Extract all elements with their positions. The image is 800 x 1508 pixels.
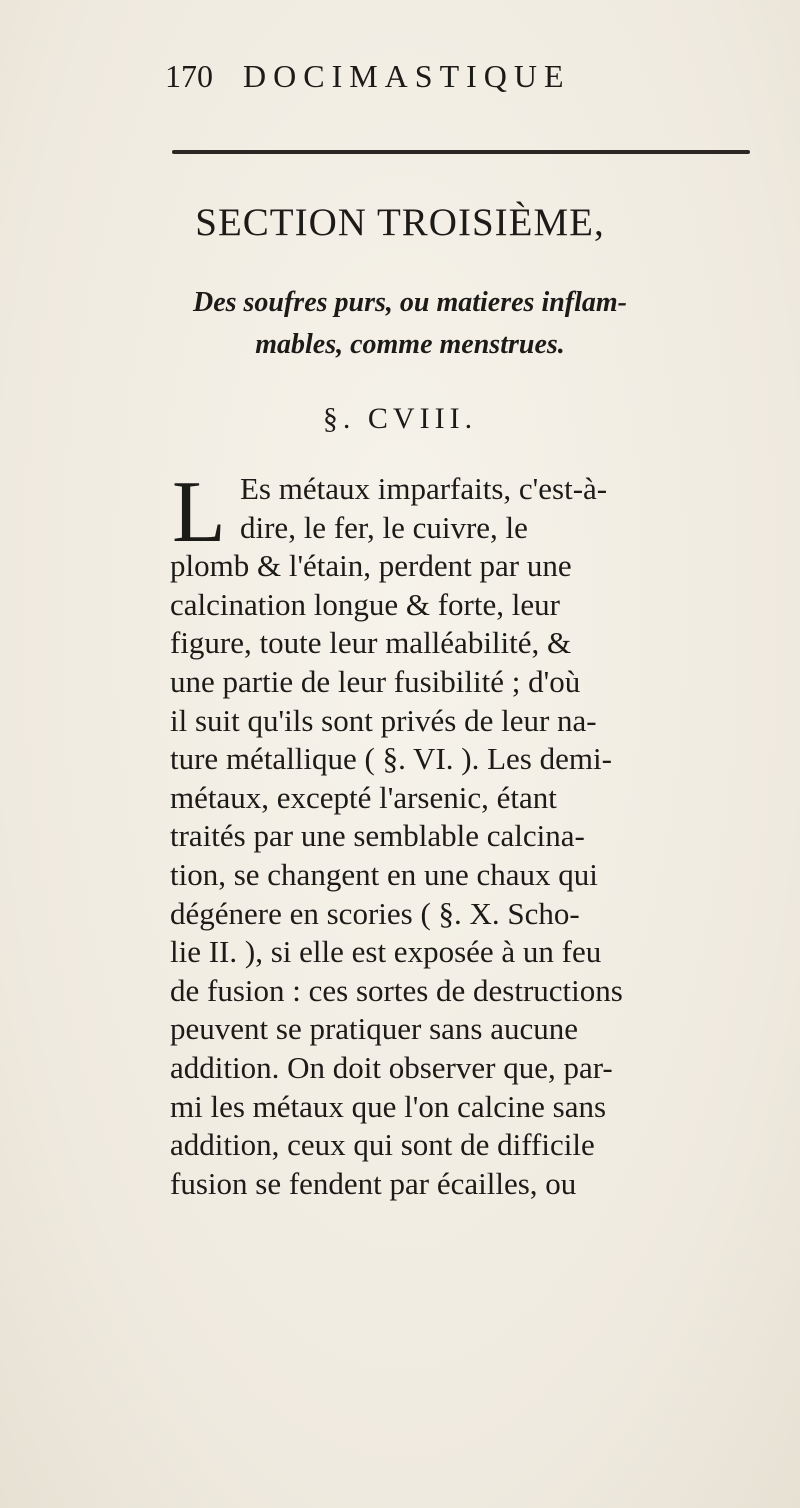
text-line: il suit qu'ils sont privés de leur na-: [170, 702, 597, 738]
text-line: mi les métaux que l'on calcine sans: [170, 1088, 607, 1124]
text-line: traités par une semblable calcina-: [170, 818, 585, 854]
paragraph-number: §. CVIII.: [322, 402, 478, 435]
text-line: addition. On doit observer que, par-: [170, 1049, 613, 1085]
section-subtitle: [150, 282, 670, 366]
page-number: 170: [165, 58, 213, 94]
subtitle-line: Des soufres purs, ou matieres inflam-: [192, 287, 628, 318]
text-line: métaux, excepté l'arsenic, étant: [170, 779, 557, 815]
section-title: SECTION TROISIÈME,: [195, 201, 605, 244]
text-line: dire, le fer, le cuivre, le: [240, 509, 528, 545]
text-line: addition, ceux qui sont de difficile: [170, 1127, 595, 1163]
text-line: calcination longue & forte, leur: [170, 586, 560, 622]
text-line: figure, toute leur malléabilité, &: [170, 625, 572, 661]
text-line: de fusion : ces sortes de destructions: [170, 972, 623, 1008]
text-line: Es métaux imparfaits, c'est-à-: [240, 471, 608, 506]
text-line: tion, se changent en une chaux qui: [170, 856, 598, 892]
drop-cap: L: [172, 464, 226, 561]
body-text: [170, 464, 790, 1203]
header-rule: [172, 150, 750, 154]
text-line: peuvent se pratiquer sans aucune: [170, 1011, 579, 1047]
text-line: dégénere en scories ( §. X. Scho-: [170, 895, 580, 931]
text-line: lie II. ), si elle est exposée à un feu: [170, 934, 602, 970]
page-header: [165, 58, 685, 108]
text-line: fusion se fendent par écailles, ou: [170, 1165, 577, 1201]
running-title: DOCIMASTIQUE: [243, 58, 571, 94]
text-line: une partie de leur fusibilité ; d'où: [170, 663, 581, 699]
text-line: plomb & l'étain, perdent par une: [170, 548, 572, 584]
text-line: ture métallique ( §. VI. ). Les demi-: [170, 741, 612, 777]
subtitle-line: mables, comme menstrues.: [255, 329, 565, 360]
